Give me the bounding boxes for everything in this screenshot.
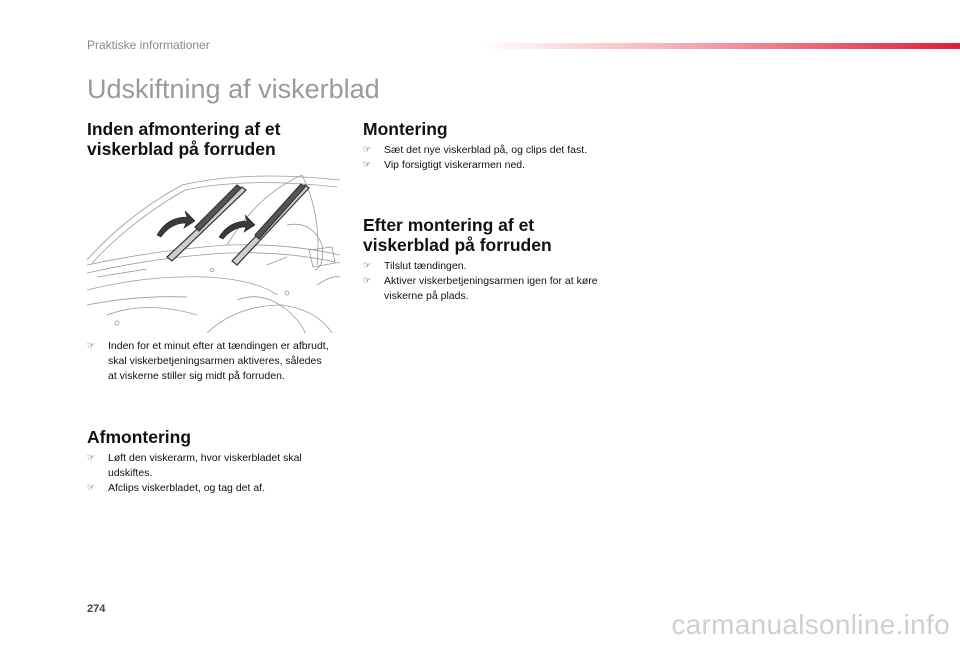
watermark: carmanualsonline.info [671, 609, 950, 640]
efter-heading-line2: viskerblad på forruden [363, 235, 552, 255]
efter-list [363, 259, 608, 304]
left-heading-line1: Inden afmontering af et [87, 119, 281, 139]
montering-list [363, 143, 633, 173]
page-number: 274 [87, 603, 106, 615]
wiper-illustration [87, 165, 340, 333]
section-label: Praktiske informationer [87, 38, 210, 52]
left-heading [87, 119, 347, 159]
list-item: ☞ Løft den viskerarm, hvor viskerbladet skal udskiftes. [87, 452, 302, 479]
list-item: ☞ Afclips viskerbladet, og tag det af. [87, 482, 266, 494]
list-item: ☞ Sæt det nye viskerblad på, og clips det fast. [363, 144, 588, 156]
header-accent-bar [480, 43, 960, 49]
list-item: ☞ Aktiver viskerbetjeningsarmen igen for at køre viskerne på plads. [363, 275, 598, 302]
note-list [87, 339, 332, 384]
afmontering-heading: Afmontering [87, 427, 192, 447]
pointer-bullet-icon: ☞ [363, 160, 372, 170]
pointer-bullet-icon: ☞ [363, 145, 372, 155]
efter-heading [363, 215, 623, 255]
list-item: ☞ Tilslut tændingen. [363, 260, 467, 272]
left-heading-line2: viskerblad på forruden [87, 139, 276, 159]
pointer-bullet-icon: ☞ [363, 261, 372, 271]
pointer-bullet-icon: ☞ [87, 483, 96, 493]
pointer-bullet-icon: ☞ [87, 341, 96, 351]
efter-heading-line1: Efter montering af et [363, 215, 535, 235]
afmontering-list [87, 451, 342, 496]
montering-heading: Montering [363, 119, 448, 139]
list-item: ☞ Inden for et minut efter at tændingen er afbrudt, skal viskerbetjeningsarmen aktiveres, således at viskerne stiller sig midt på forruden. [87, 340, 329, 382]
page-title: Udskiftning af viskerblad [87, 74, 380, 104]
pointer-bullet-icon: ☞ [363, 276, 372, 286]
pointer-bullet-icon: ☞ [87, 453, 96, 463]
list-item: ☞ Vip forsigtigt viskerarmen ned. [363, 159, 526, 171]
